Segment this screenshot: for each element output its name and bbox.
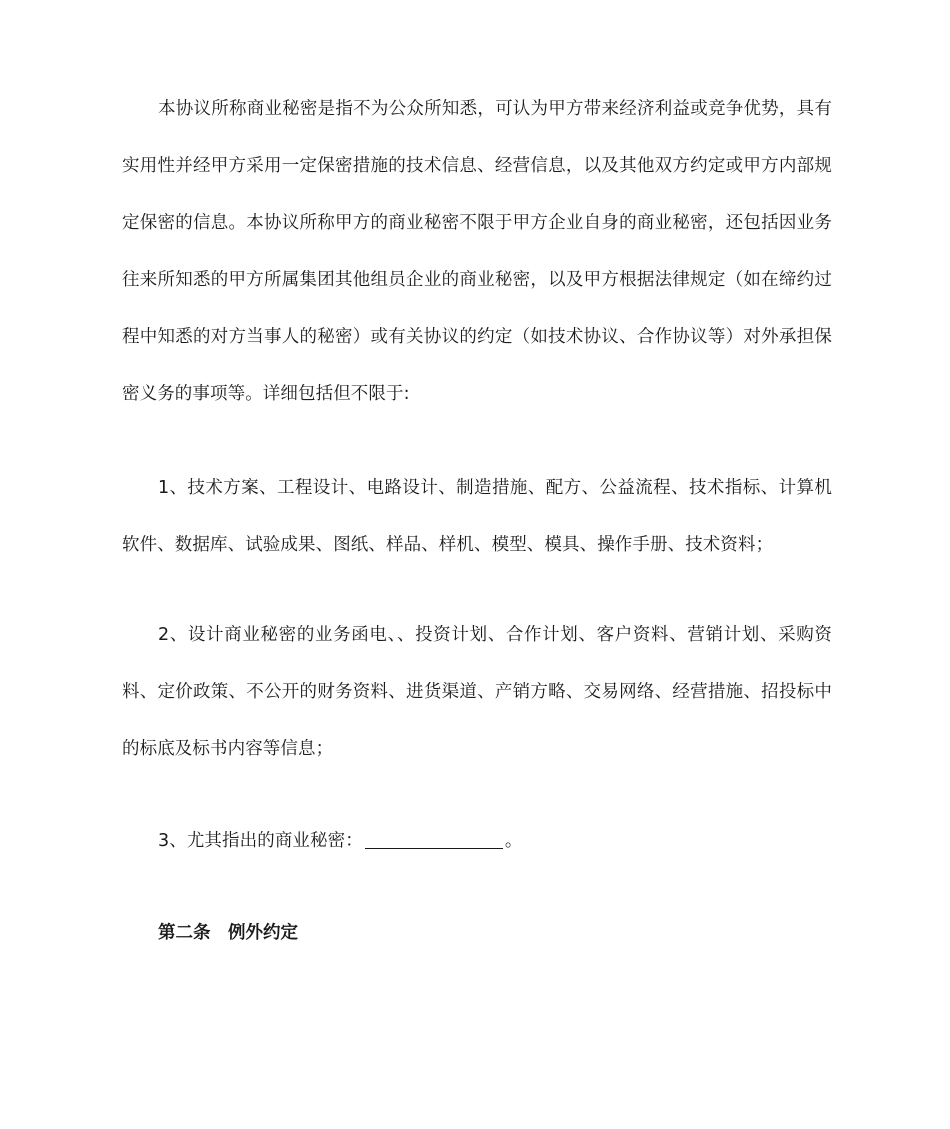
fill-in-blank[interactable] xyxy=(365,832,503,849)
list-item-business-info: 2、设计商业秘密的业务函电、、投资计划、合作计划、客户资料、营销计划、采购资料、定价政策、不公开的财务资料、进货渠道、产销方略、交易网络、经营措施、招投标中的标底及标书内容等信息； xyxy=(122,625,832,759)
paragraph-trade-secret-definition: 本协议所称商业秘密是指不为公众所知悉，可认为甲方带来经济利益或竞争优势，具有实用性并经甲方采用一定保密措施的技术信息、经营信息，以及其他双方约定或甲方内部规定保密的信息。本协议所称甲方的商业秘密不限于甲方企业自身的商业秘密，还包括因业务往来所知悉的甲方所属集团其他组员企业的商业秘密，以及甲方根据法律规定（如在缔约过程中知悉的对方当事人的秘密）或有关协议的约定（如技术协议、合作协议等）对外承担保密义务的事项等。详细包括但不限于: xyxy=(122,99,832,404)
list-item-technical-info: 1、技术方案、工程设计、电路设计、制造措施、配方、公益流程、技术指标、计算机软件、数据库、试验成果、图纸、样品、样机、模型、模具、操作手册、技术资料； xyxy=(122,478,832,555)
item-3-prefix: 3、尤其指出的商业秘密： xyxy=(158,831,363,851)
section-heading: 第二条 例外约定 xyxy=(158,923,298,943)
list-item-specified-secrets xyxy=(122,813,832,870)
item-3-suffix: 。 xyxy=(504,831,523,851)
